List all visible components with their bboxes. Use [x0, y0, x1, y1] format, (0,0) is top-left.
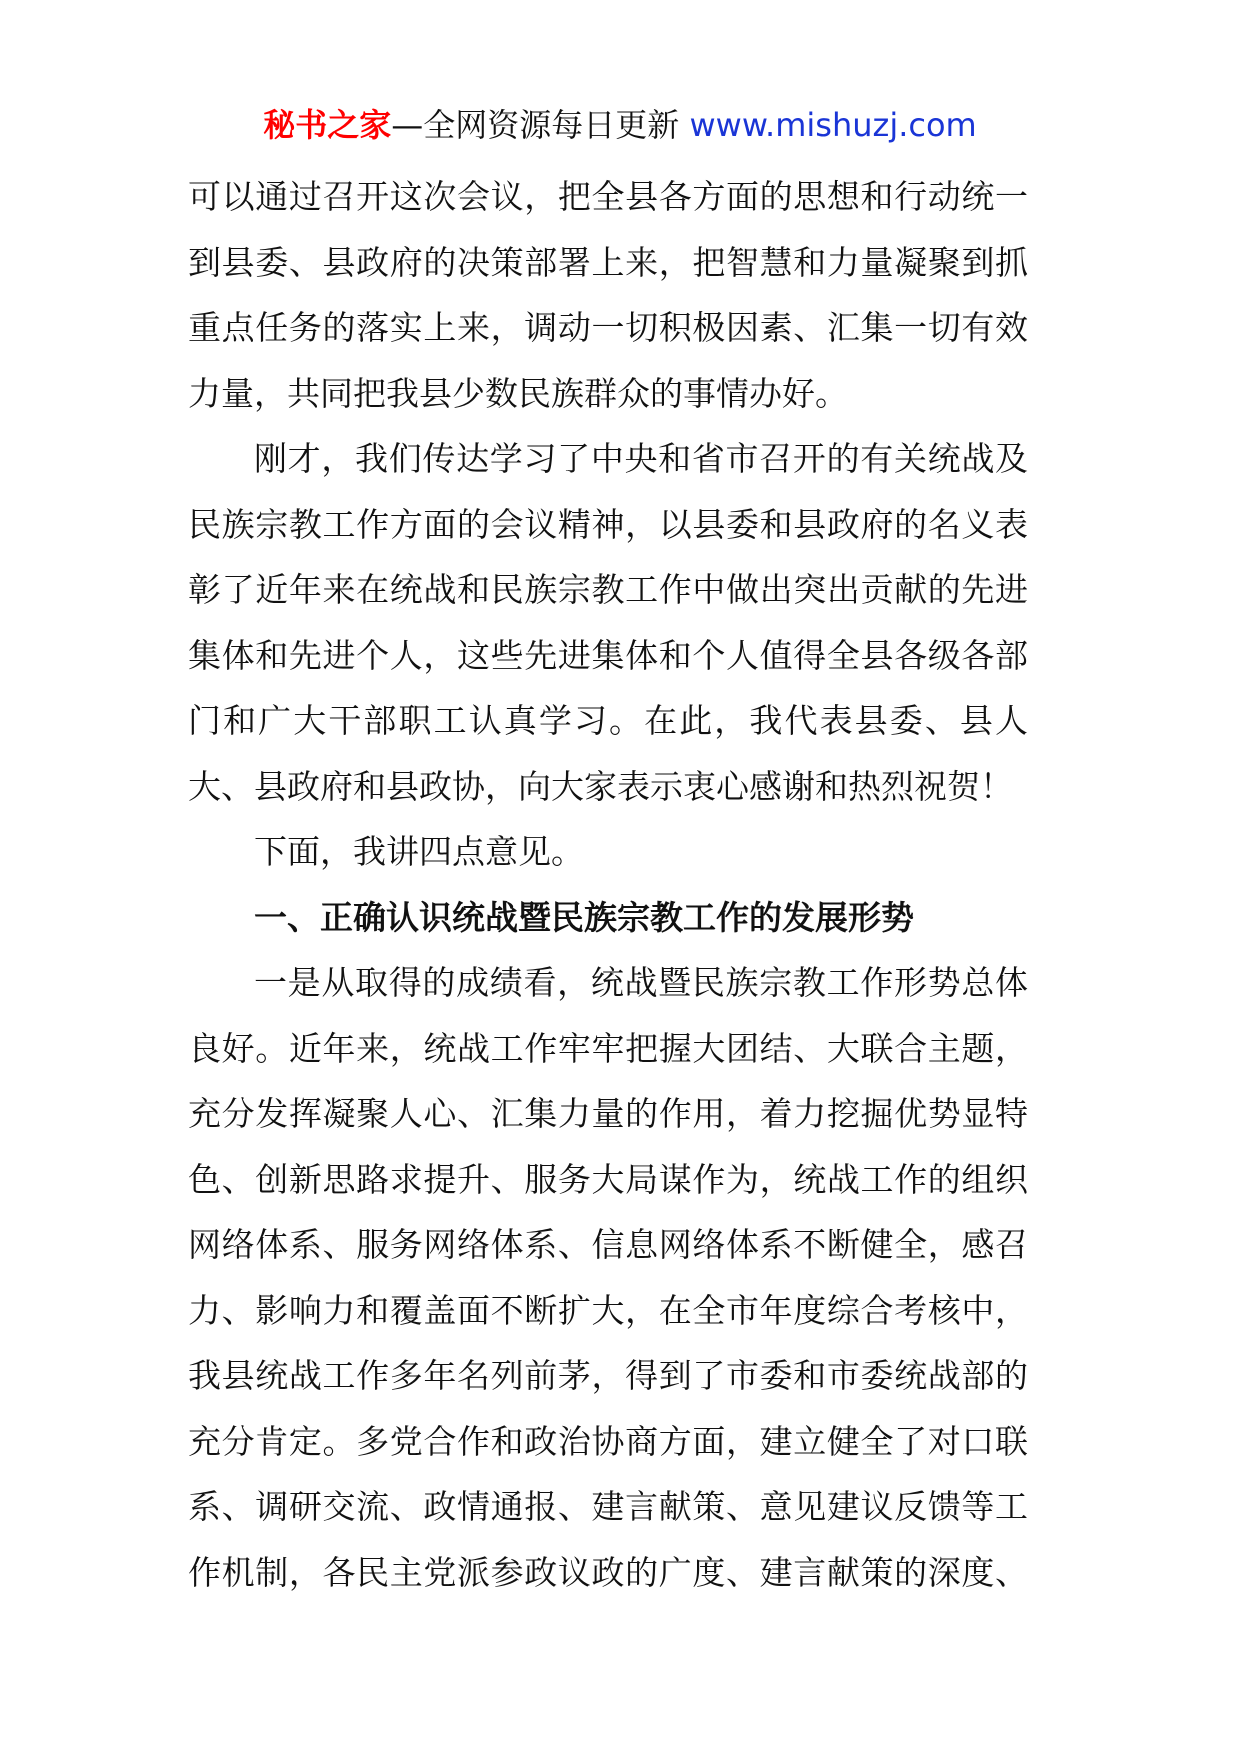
text-line: 色、创新思路求提升、服务大局谋作为，统战工作的组织 [188, 1159, 1028, 1199]
text-line: 集体和先进个人，这些先进集体和个人值得全县各级各部 [188, 635, 1028, 675]
text-line: 良好。近年来，统战工作牢牢把握大团结、大联合主题， [188, 1028, 1028, 1068]
text-line: 网络体系、服务网络体系、信息网络体系不断健全，感召 [188, 1225, 1028, 1264]
site-url-link[interactable]: www.mishuzj.com [689, 106, 977, 144]
text-line: 充分肯定。多党合作和政治协商方面，建立健全了对口联 [188, 1421, 1028, 1461]
paragraph-start-line: 下面，我讲四点意见。 [254, 832, 584, 871]
site-header [0, 100, 1240, 150]
text-line: 门和广大干部职工认真学习。在此，我代表县委、县人 [188, 701, 1028, 740]
document-body [188, 164, 1028, 1605]
text-line: 大、县政府和县政协，向大家表示衷心感谢和热烈祝贺！ [188, 766, 1013, 806]
section-heading: 一、正确认识统战暨民族宗教工作的发展形势 [254, 897, 914, 937]
text-line: 充分发挥凝聚人心、汇集力量的作用，着力挖掘优势显特 [188, 1094, 1028, 1133]
paragraph-start-line: 一是从取得的成绩看，统战暨民族宗教工作形势总体 [254, 963, 1028, 1002]
text-line: 民族宗教工作方面的会议精神，以县委和县政府的名义表 [188, 504, 1028, 544]
text-line: 彰了近年来在统战和民族宗教工作中做出突出贡献的先进 [188, 570, 1028, 609]
header-tagline: —全网资源每日更新 [391, 106, 680, 144]
text-line: 我县统战工作多年名列前茅，得到了市委和市委统战部的 [188, 1356, 1028, 1395]
text-line: 力量，共同把我县少数民族群众的事情办好。 [188, 373, 848, 413]
text-line: 系、调研交流、政情通报、建言献策、意见建议反馈等工 [188, 1487, 1028, 1526]
text-line: 可以通过召开这次会议，把全县各方面的思想和行动统一 [188, 177, 1028, 216]
text-line: 到县委、县政府的决策部署上来，把智慧和力量凝聚到抓 [188, 242, 1028, 282]
paragraph-start-line: 刚才，我们传达学习了中央和省市召开的有关统战及 [254, 439, 1028, 478]
text-line: 力、影响力和覆盖面不断扩大，在全市年度综合考核中， [188, 1290, 1028, 1330]
text-line: 作机制，各民主党派参政议政的广度、建言献策的深度、 [188, 1552, 1028, 1592]
text-line: 重点任务的落实上来，调动一切积极因素、汇集一切有效 [188, 308, 1028, 347]
brand-name: 秘书之家 [263, 106, 392, 144]
